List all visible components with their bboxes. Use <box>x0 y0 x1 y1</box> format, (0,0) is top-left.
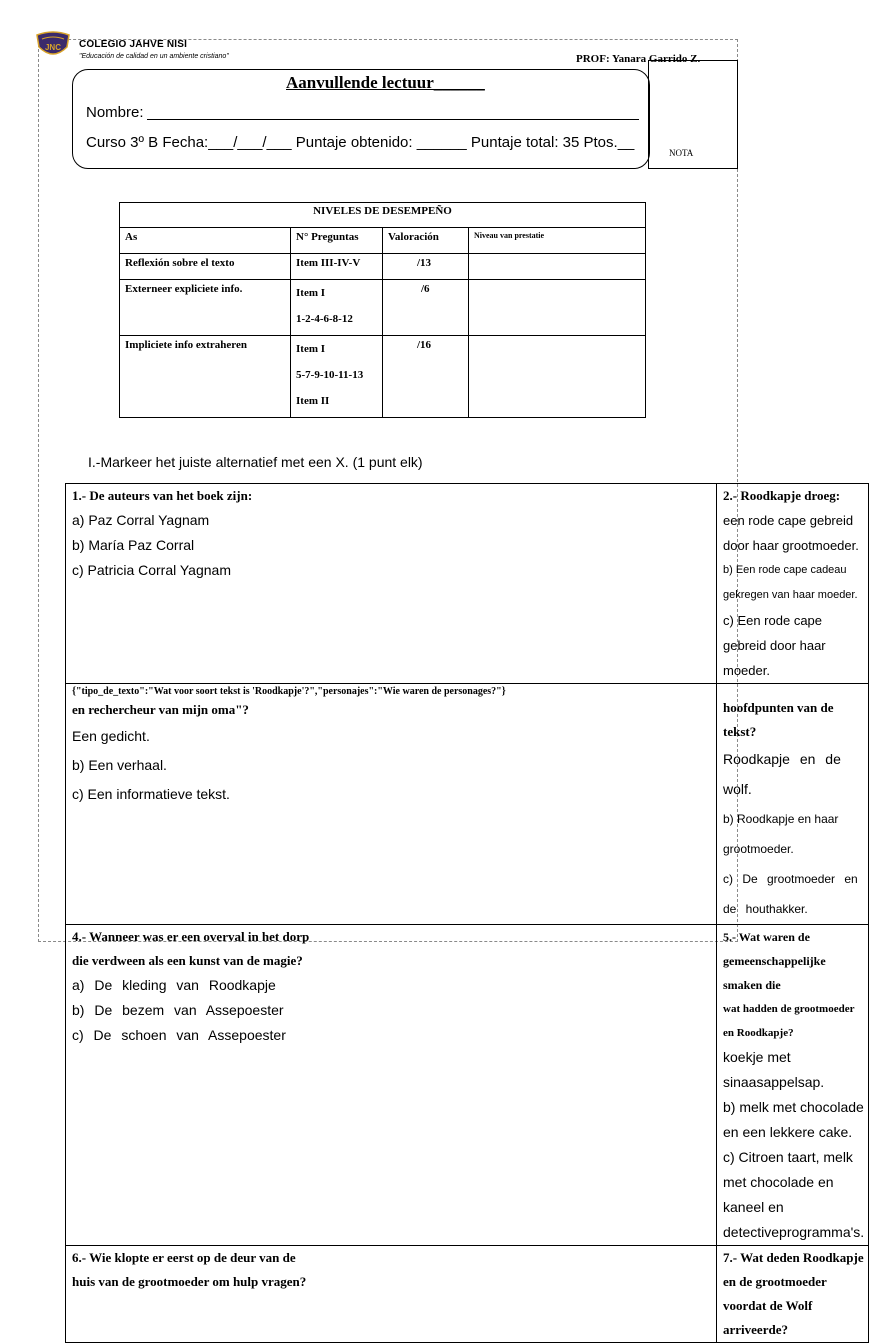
table-row <box>120 336 646 418</box>
question-4 <box>66 925 717 1246</box>
professor-name: PROF: Yanara Garrido Z. <box>576 53 701 65</box>
option-c-cont: detectiveprogramma's. <box>723 1224 865 1240</box>
table-header-as: As <box>120 228 291 254</box>
question-title: 6.- Wie klopte er eerst op de deur van de <box>72 1250 296 1265</box>
table-row <box>66 684 869 925</box>
table-row <box>66 925 869 1246</box>
option-c[interactable]: c) Patricia Corral Yagnam <box>72 562 231 578</box>
row-as: Reflexión sobre el texto <box>120 254 291 280</box>
option-b[interactable]: b) De bezem van Assepoester <box>72 1002 284 1018</box>
question-6 <box>66 1246 717 1343</box>
table-header-valoracion: Valoración <box>383 228 469 254</box>
option-b[interactable]: b) melk met chocolade en een lekkere cake. <box>723 1099 864 1140</box>
option-c[interactable]: c) Een rode cape gebreid door haar moeder. <box>723 613 826 678</box>
question-title: 5.- Wat waren de gemeenschappelijke smaken die <box>723 930 826 992</box>
table-row <box>66 484 869 684</box>
preguntas-line: Item II <box>296 395 330 407</box>
table-row <box>120 280 646 336</box>
svg-text:JNC: JNC <box>44 43 62 52</box>
table-header-niveau: Niveau van prestatie <box>469 228 646 254</box>
name-label: Nombre: <box>86 104 144 121</box>
course-date-score-line: Curso 3º B Fecha:___/___/___ Puntaje obtenido: ______ Puntaje total: 35 Ptos.__ <box>86 134 635 151</box>
embedded-json-note: {"tipo_de_texto":"Wat voor soort tekst is 'Roodkapje'?","personajes":"Wie waren de personages?"} <box>72 686 506 697</box>
option-b[interactable]: b) Roodkapje en haar grootmoeder. <box>723 812 839 856</box>
row-niveau[interactable] <box>469 336 646 418</box>
option-a[interactable]: Roodkapje en de wolf. <box>723 751 841 797</box>
option-a[interactable]: Een gedicht. <box>72 728 150 744</box>
row-as: Externeer expliciete info. <box>120 280 291 336</box>
option-c[interactable]: c) De grootmoeder en de houthakker. <box>723 872 858 916</box>
preguntas-line: Item I <box>296 287 326 299</box>
question-4-fragment <box>717 684 869 925</box>
row-valoracion: /13 <box>383 254 469 280</box>
option-a[interactable]: a) Paz Corral Yagnam <box>72 512 210 528</box>
preguntas-line: 1-2-4-6-8-12 <box>296 313 353 325</box>
performance-levels-table <box>119 202 646 418</box>
table-row <box>120 254 646 280</box>
row-valoracion: /6 <box>383 280 469 336</box>
spacer <box>723 684 864 696</box>
page-title: Aanvullende lectuur______ <box>286 73 485 92</box>
option-c[interactable]: c) De schoen van Assepoester <box>72 1027 286 1043</box>
question-5 <box>717 925 869 1246</box>
table-row <box>66 1246 869 1343</box>
name-field[interactable] <box>147 119 639 120</box>
school-name: COLEGIO JAHVE NISI <box>79 39 188 50</box>
preguntas-line: Item I <box>296 343 326 355</box>
option-c[interactable]: c) Citroen taart, melk met chocolade en kaneel en <box>723 1149 853 1215</box>
question-title: en rechercheur van mijn oma"? <box>72 702 249 717</box>
school-logo <box>35 31 71 59</box>
row-niveau[interactable] <box>469 280 646 336</box>
option-c[interactable]: c) Een informatieve tekst. <box>72 786 230 802</box>
row-valoracion: /16 <box>383 336 469 418</box>
question-1 <box>66 484 717 684</box>
grade-label: NOTA <box>669 148 694 158</box>
question-title: 7.- Wat deden Roodkapje en de grootmoeder <box>723 1250 864 1289</box>
option-a[interactable]: een rode cape gebreid door haar grootmoeder. <box>723 513 859 553</box>
row-as: Impliciete info extraheren <box>120 336 291 418</box>
question-title: 1.- De auteurs van het boek zijn: <box>72 488 253 503</box>
option-a[interactable]: koekje met sinaasappelsap. <box>723 1049 825 1090</box>
questions-table <box>65 483 869 1343</box>
row-preguntas: Item III-IV-V <box>291 254 383 280</box>
question-7 <box>717 1246 869 1343</box>
school-motto: "Educación de calidad en un ambiente cristiano" <box>79 53 229 60</box>
question-2 <box>717 484 869 684</box>
row-preguntas <box>291 280 383 336</box>
option-b[interactable]: b) Een rode cape cadeau gekregen van haar moeder. <box>723 564 858 601</box>
preguntas-line: 5-7-9-10-11-13 <box>296 369 364 381</box>
question-3 <box>66 684 717 925</box>
option-b[interactable]: b) María Paz Corral <box>72 537 195 553</box>
row-preguntas <box>291 336 383 418</box>
option-a[interactable]: a) De kleding van Roodkapje <box>72 977 276 993</box>
question-title: hoofdpunten van de tekst? <box>723 700 834 739</box>
table-caption: NIVELES DE DESEMPEÑO <box>120 203 646 228</box>
instruction-text: I.-Markeer het juiste alternatief met een X. (1 punt elk) <box>88 454 423 470</box>
question-title-cont: die verdween als een kunst van de magie? <box>72 953 303 968</box>
table-header-preguntas: N° Preguntas <box>291 228 383 254</box>
question-title-cont: huis van de grootmoeder om hulp vragen? <box>72 1274 307 1289</box>
option-b[interactable]: b) Een verhaal. <box>72 757 167 773</box>
question-title: 2.- Roodkapje droeg: <box>723 488 841 503</box>
question-title: 4.- Wanneer was er een overval in het dorp <box>72 929 310 944</box>
row-niveau[interactable] <box>469 254 646 280</box>
question-title-cont: wat hadden de grootmoeder en Roodkapje? <box>723 1003 855 1039</box>
question-title-cont: voordat de Wolf arriveerde? <box>723 1298 813 1337</box>
